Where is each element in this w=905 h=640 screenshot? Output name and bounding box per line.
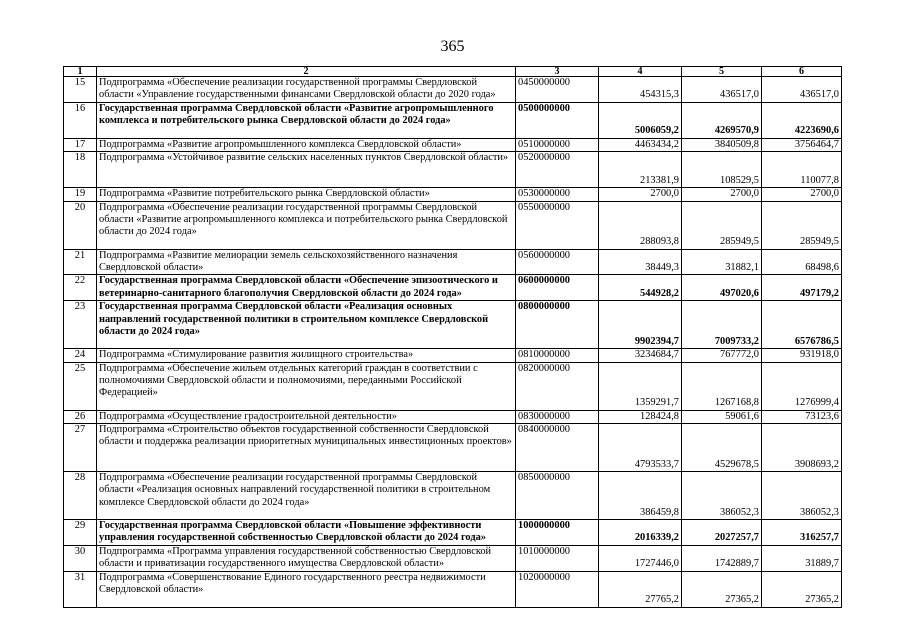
- row-value-col6: 931918,0: [762, 349, 842, 362]
- budget-table: [63, 66, 842, 608]
- table-body: [64, 77, 842, 608]
- row-name: Подпрограмма «Обеспечение реализации государственной программы Свердловской области «Реализация основных направлений государственной политики в строительном комплексе Свердловской области до 2024 года»: [97, 472, 516, 520]
- header-col-5: 5: [682, 67, 762, 77]
- row-value-col5: 2700,0: [682, 188, 762, 201]
- table-row: [64, 102, 842, 138]
- row-code: 0810000000: [516, 349, 599, 362]
- row-code: 0830000000: [516, 410, 599, 423]
- row-code: 0500000000: [516, 102, 599, 138]
- row-number: 27: [64, 424, 97, 472]
- row-code: 1000000000: [516, 520, 599, 546]
- row-value-col4: 2700,0: [599, 188, 682, 201]
- row-value-col5: 767772,0: [682, 349, 762, 362]
- table-row: [64, 77, 842, 103]
- row-name: Государственная программа Свердловской области «Обеспечение эпизоотического и ветеринарно-санитарного благополучия Свердловской области до 2024 года»: [97, 275, 516, 301]
- row-code: 0850000000: [516, 472, 599, 520]
- row-value-col4: 213381,9: [599, 152, 682, 188]
- header-col-3: 3: [516, 67, 599, 77]
- row-name: Подпрограмма «Устойчивое развитие сельских населенных пунктов Свердловской области»: [97, 152, 516, 188]
- row-number: 30: [64, 545, 97, 571]
- row-code: 0820000000: [516, 362, 599, 410]
- row-number: 23: [64, 301, 97, 349]
- table-row: [64, 545, 842, 571]
- row-name: Подпрограмма «Осуществление градостроительной деятельности»: [97, 410, 516, 423]
- row-name: Подпрограмма «Обеспечение реализации государственной программы Свердловской области «Развитие агропромышленного комплекса и потребительского рынка Свердловской области до 2024 года»: [97, 201, 516, 249]
- row-value-col5: 4529678,5: [682, 424, 762, 472]
- row-value-col4: 128424,8: [599, 410, 682, 423]
- row-name: Подпрограмма «Совершенствование Единого государственного реестра недвижимости Свердловской области»: [97, 571, 516, 607]
- row-value-col4: 544928,2: [599, 275, 682, 301]
- row-name: Подпрограмма «Программа управления государственной собственностью Свердловской области и приватизации государственного имущества Свердловской области»: [97, 545, 516, 571]
- table-row: [64, 201, 842, 249]
- row-value-col5: 27365,2: [682, 571, 762, 607]
- row-name: Государственная программа Свердловской области «Реализация основных направлений государственной политики в строительном комплексе Свердловской области до 2024 года»: [97, 301, 516, 349]
- row-value-col4: 1359291,7: [599, 362, 682, 410]
- row-value-col6: 27365,2: [762, 571, 842, 607]
- row-value-col4: 1727446,0: [599, 545, 682, 571]
- row-value-col6: 3756464,7: [762, 138, 842, 151]
- row-value-col6: 436517,0: [762, 77, 842, 103]
- table-row: [64, 301, 842, 349]
- row-code: 0450000000: [516, 77, 599, 103]
- row-value-col5: 386052,3: [682, 472, 762, 520]
- table-row: [64, 362, 842, 410]
- row-name: Подпрограмма «Развитие агропромышленного комплекса Свердловской области»: [97, 138, 516, 151]
- table-row: [64, 249, 842, 275]
- row-value-col4: 4463434,2: [599, 138, 682, 151]
- row-value-col5: 2027257,7: [682, 520, 762, 546]
- row-value-col4: 38449,3: [599, 249, 682, 275]
- row-value-col5: 497020,6: [682, 275, 762, 301]
- header-col-6: 6: [762, 67, 842, 77]
- row-name: Подпрограмма «Развитие мелиорации земель сельскохозяйственного назначения Свердловской области»: [97, 249, 516, 275]
- row-code: 0530000000: [516, 188, 599, 201]
- header-row: [64, 67, 842, 77]
- row-value-col4: 2016339,2: [599, 520, 682, 546]
- row-number: 29: [64, 520, 97, 546]
- row-number: 21: [64, 249, 97, 275]
- row-code: 0600000000: [516, 275, 599, 301]
- row-value-col5: 4269570,9: [682, 102, 762, 138]
- header-col-1: 1: [64, 67, 97, 77]
- row-number: 28: [64, 472, 97, 520]
- table-row: [64, 571, 842, 607]
- row-value-col4: 5006059,2: [599, 102, 682, 138]
- row-value-col6: 497179,2: [762, 275, 842, 301]
- row-number: 17: [64, 138, 97, 151]
- row-value-col5: 108529,5: [682, 152, 762, 188]
- row-value-col6: 2700,0: [762, 188, 842, 201]
- row-name: Государственная программа Свердловской области «Развитие агропромышленного комплекса и потребительского рынка Свердловской области до 2024 года»: [97, 102, 516, 138]
- table-row: [64, 410, 842, 423]
- table-row: [64, 152, 842, 188]
- row-value-col6: 110077,8: [762, 152, 842, 188]
- row-code: 0800000000: [516, 301, 599, 349]
- row-value-col4: 27765,2: [599, 571, 682, 607]
- table-row: [64, 138, 842, 151]
- row-value-col5: 436517,0: [682, 77, 762, 103]
- row-number: 31: [64, 571, 97, 607]
- table-row: [64, 275, 842, 301]
- row-value-col5: 59061,6: [682, 410, 762, 423]
- row-number: 18: [64, 152, 97, 188]
- row-value-col6: 3908693,2: [762, 424, 842, 472]
- row-value-col6: 73123,6: [762, 410, 842, 423]
- row-value-col4: 3234684,7: [599, 349, 682, 362]
- row-value-col4: 4793533,7: [599, 424, 682, 472]
- row-value-col4: 9902394,7: [599, 301, 682, 349]
- row-value-col5: 31882,1: [682, 249, 762, 275]
- row-code: 0560000000: [516, 249, 599, 275]
- row-value-col6: 31889,7: [762, 545, 842, 571]
- row-number: 26: [64, 410, 97, 423]
- row-value-col4: 454315,3: [599, 77, 682, 103]
- row-code: 0510000000: [516, 138, 599, 151]
- row-number: 16: [64, 102, 97, 138]
- row-number: 25: [64, 362, 97, 410]
- page-number: 365: [440, 38, 465, 55]
- row-value-col6: 316257,7: [762, 520, 842, 546]
- row-value-col6: 4223690,6: [762, 102, 842, 138]
- row-value-col6: 285949,5: [762, 201, 842, 249]
- table-row: [64, 349, 842, 362]
- row-value-col6: 6576786,5: [762, 301, 842, 349]
- row-number: 20: [64, 201, 97, 249]
- row-code: 0840000000: [516, 424, 599, 472]
- row-name: Подпрограмма «Стимулирование развития жилищного строительства»: [97, 349, 516, 362]
- row-code: 1010000000: [516, 545, 599, 571]
- row-number: 15: [64, 77, 97, 103]
- row-name: Подпрограмма «Развитие потребительского рынка Свердловской области»: [97, 188, 516, 201]
- table-row: [64, 520, 842, 546]
- row-value-col6: 386052,3: [762, 472, 842, 520]
- row-value-col6: 1276999,4: [762, 362, 842, 410]
- row-name: Государственная программа Свердловской области «Повышение эффективности управления государственной собственностью Свердловской области до 2024 года»: [97, 520, 516, 546]
- row-value-col5: 3840509,8: [682, 138, 762, 151]
- row-value-col5: 7009733,2: [682, 301, 762, 349]
- table-row: [64, 188, 842, 201]
- header-col-4: 4: [599, 67, 682, 77]
- row-number: 19: [64, 188, 97, 201]
- row-value-col6: 68498,6: [762, 249, 842, 275]
- row-number: 22: [64, 275, 97, 301]
- row-value-col4: 288093,8: [599, 201, 682, 249]
- row-code: 1020000000: [516, 571, 599, 607]
- row-name: Подпрограмма «Строительство объектов государственной собственности Свердловской области и поддержка реализации приоритетных муниципальных инвестиционных проектов»: [97, 424, 516, 472]
- row-name: Подпрограмма «Обеспечение жильем отдельных категорий граждан в соответствии с полномочиями Свердловской области и полномочиями, переданными Российской Федерацией»: [97, 362, 516, 410]
- row-number: 24: [64, 349, 97, 362]
- header-col-2: 2: [97, 67, 516, 77]
- row-code: 0520000000: [516, 152, 599, 188]
- row-value-col5: 285949,5: [682, 201, 762, 249]
- row-name: Подпрограмма «Обеспечение реализации государственной программы Свердловской области «Управление государственными финансами Свердловской области до 2020 года»: [97, 77, 516, 103]
- table-row: [64, 424, 842, 472]
- row-value-col4: 386459,8: [599, 472, 682, 520]
- row-value-col5: 1742889,7: [682, 545, 762, 571]
- table-row: [64, 472, 842, 520]
- row-value-col5: 1267168,8: [682, 362, 762, 410]
- row-code: 0550000000: [516, 201, 599, 249]
